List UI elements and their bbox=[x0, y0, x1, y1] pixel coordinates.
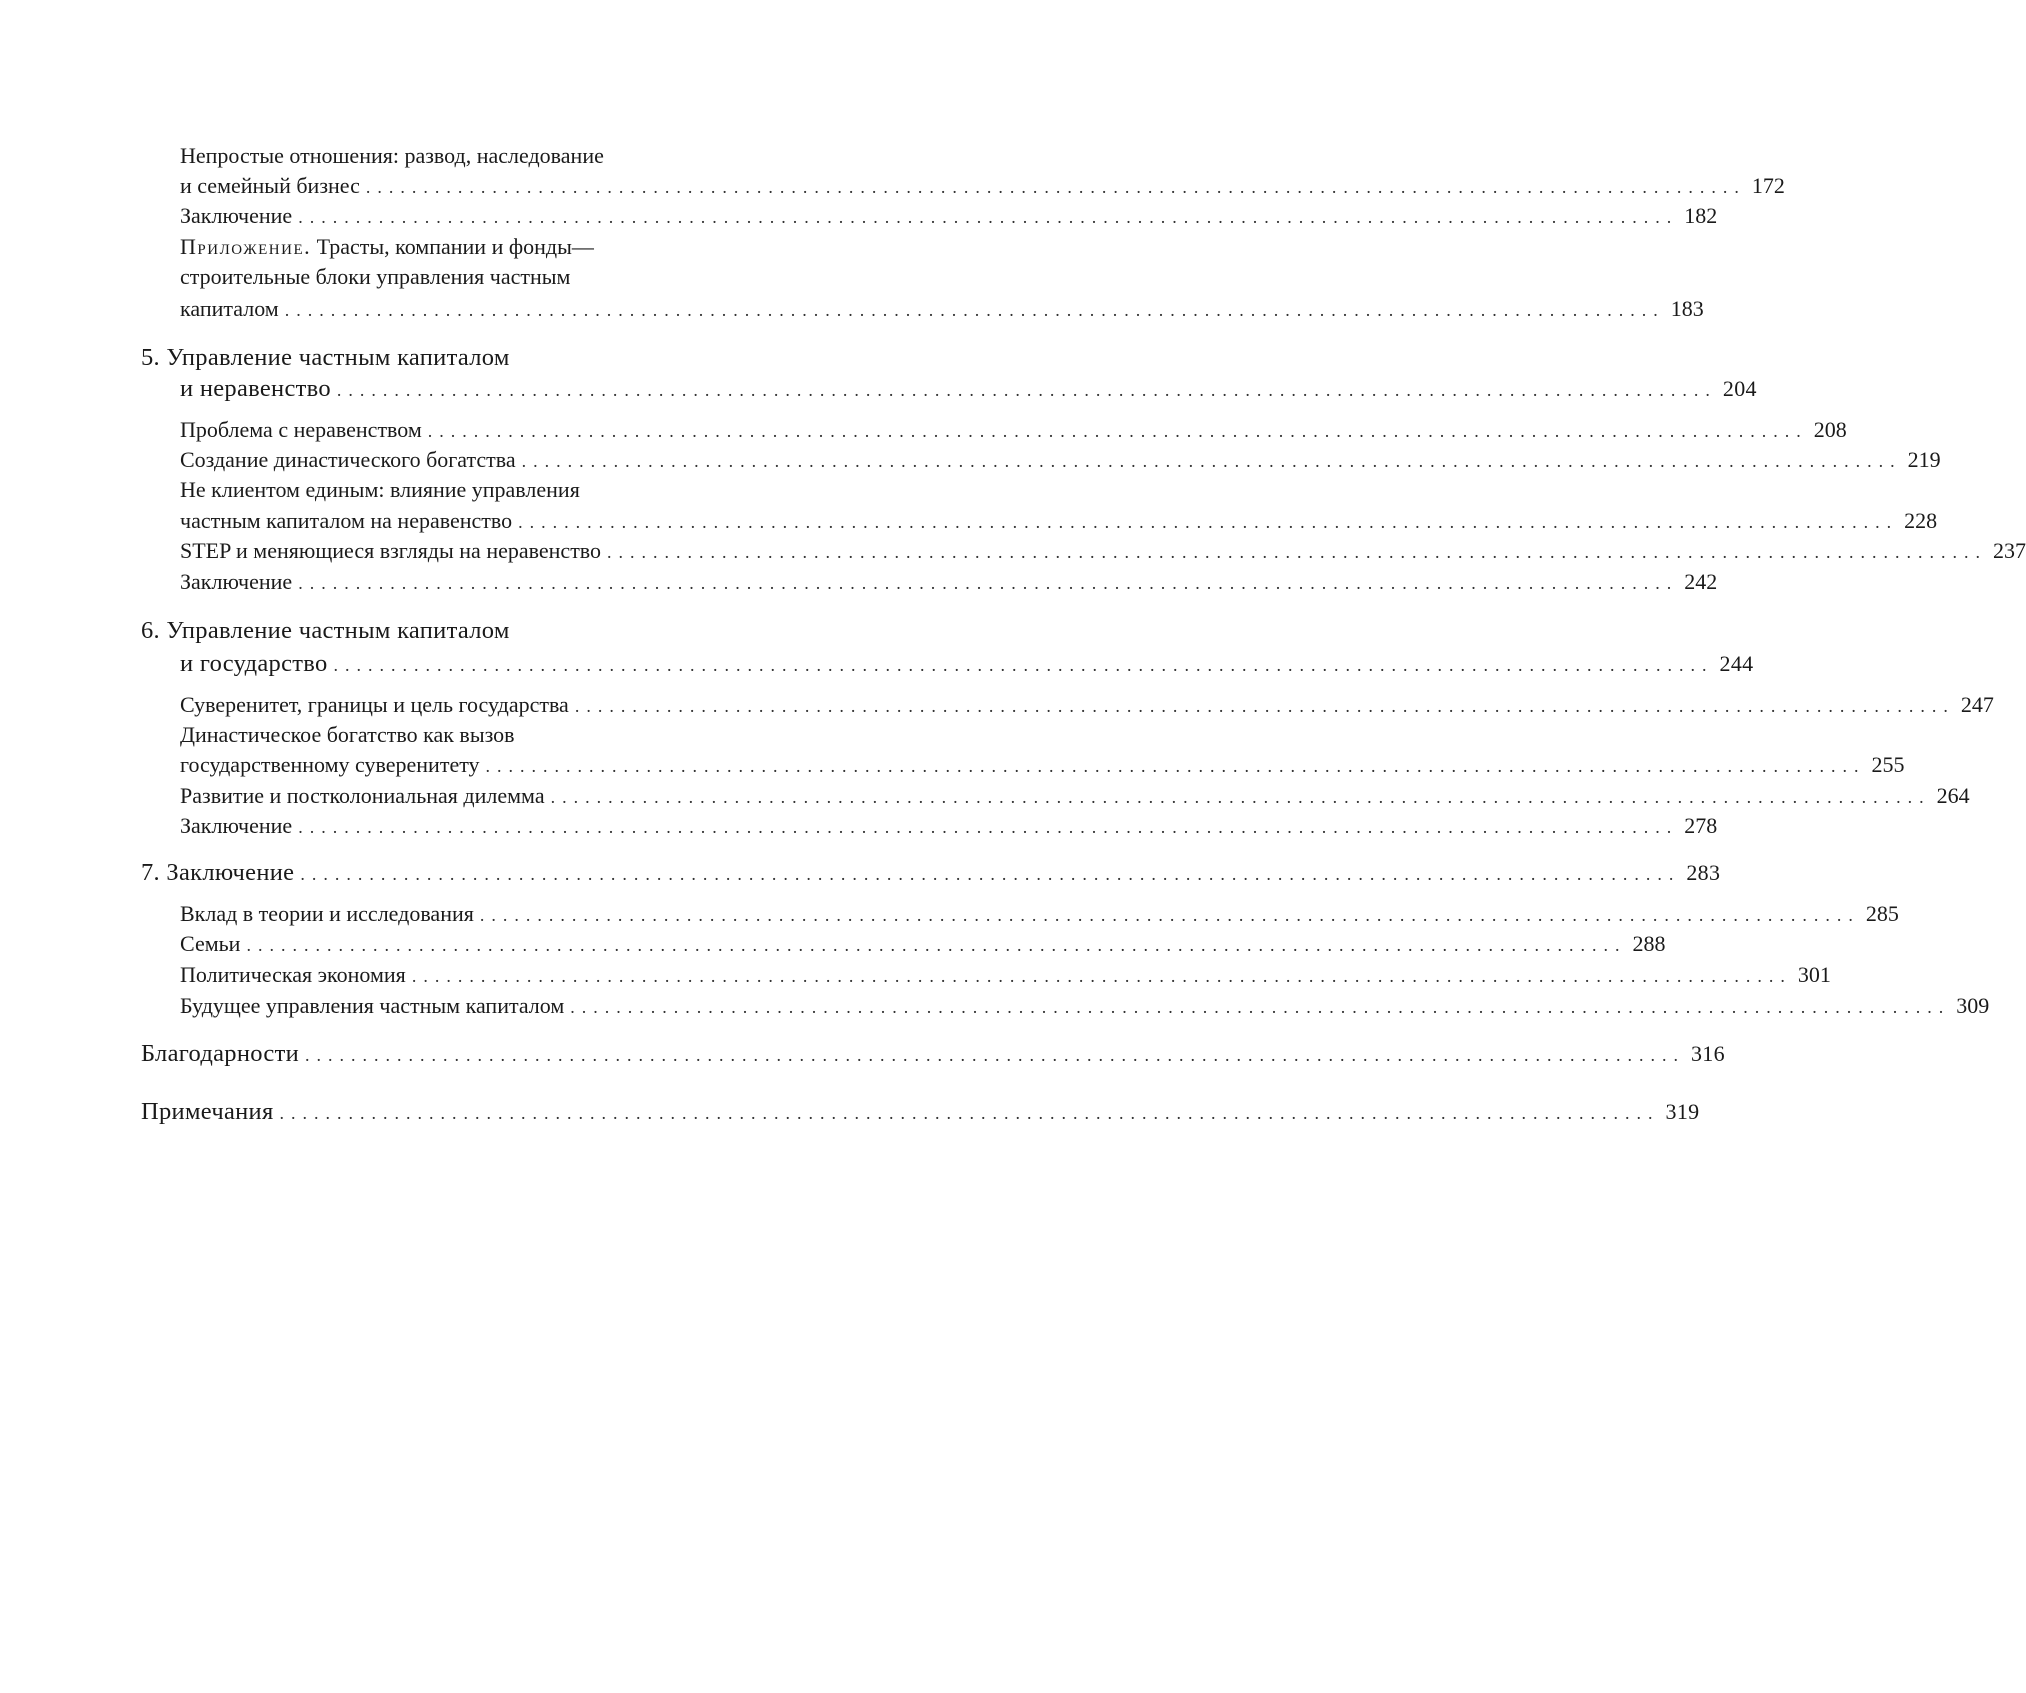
page-number: 255 bbox=[1871, 752, 1905, 777]
toc-chapter-line[interactable] bbox=[141, 1039, 1725, 1069]
page-number: 247 bbox=[1960, 692, 1994, 717]
toc-entry-title: и неравенство bbox=[180, 375, 331, 402]
toc-section-line[interactable] bbox=[180, 781, 1970, 811]
dot-leader: ........................................................................................................................ bbox=[518, 512, 1899, 532]
toc-section-line[interactable] bbox=[180, 415, 1847, 445]
page-number: 219 bbox=[1907, 447, 1941, 472]
toc-entry-title: государственному суверенитету bbox=[180, 752, 480, 777]
toc-entry-title: Развитие и постколониальная дилемма bbox=[180, 783, 545, 808]
toc-section-line[interactable] bbox=[180, 811, 1718, 841]
dot-leader: ........................................................................................................................ bbox=[246, 935, 1627, 955]
dot-leader: ........................................................................................................................ bbox=[284, 300, 1665, 320]
toc-section-line[interactable] bbox=[180, 141, 869, 171]
dot-leader: ........................................................................................................................ bbox=[521, 451, 1902, 471]
toc-section-line[interactable] bbox=[180, 899, 1899, 929]
toc-entry-title: Проблема с неравенством bbox=[180, 417, 422, 442]
toc-entry-title: Не клиентом единым: влияние управления bbox=[180, 477, 580, 502]
toc-section-line[interactable] bbox=[180, 294, 1704, 324]
page-number: 182 bbox=[1684, 203, 1718, 228]
toc-entry-title: Династическое богатство как вызов bbox=[180, 722, 515, 747]
toc-section-line[interactable] bbox=[180, 690, 1994, 720]
dot-leader: ........................................................................................................................ bbox=[298, 573, 1679, 593]
page-number: 242 bbox=[1684, 569, 1718, 594]
toc-entry-title: капиталом bbox=[180, 296, 279, 321]
toc-entry-title-text: Трасты, компании и фонды— bbox=[311, 234, 594, 259]
page-number: 285 bbox=[1865, 901, 1899, 926]
page-number: 283 bbox=[1686, 860, 1721, 885]
toc-section-line[interactable] bbox=[180, 750, 1905, 780]
dot-leader: ........................................................................................................................ bbox=[298, 817, 1679, 837]
page-number: 278 bbox=[1684, 813, 1718, 838]
toc-section-line[interactable] bbox=[180, 929, 1666, 959]
page-number: 316 bbox=[1690, 1041, 1725, 1066]
toc-section-line[interactable] bbox=[180, 720, 869, 750]
toc-entry-title: Суверенитет, границы и цель государства bbox=[180, 692, 569, 717]
toc-section-line[interactable] bbox=[180, 201, 1718, 231]
toc-section-line[interactable] bbox=[180, 475, 869, 505]
toc-section-line[interactable] bbox=[180, 567, 1718, 597]
toc-chapter-line[interactable] bbox=[180, 649, 1754, 679]
toc-chapter-line[interactable] bbox=[141, 343, 869, 373]
dot-leader: ........................................................................................................................ bbox=[336, 380, 1717, 400]
toc-entry-title: Политическая экономия bbox=[180, 962, 406, 987]
toc-entry-title: Вклад в теории и исследования bbox=[180, 901, 474, 926]
dot-leader: ........................................................................................................................ bbox=[279, 1103, 1660, 1123]
toc-section-line[interactable] bbox=[180, 232, 869, 262]
toc-section-line[interactable] bbox=[180, 960, 1831, 990]
dot-leader: ........................................................................................................................ bbox=[333, 655, 1714, 675]
dot-leader: ........................................................................................................................ bbox=[298, 207, 1679, 227]
page-number: 319 bbox=[1665, 1099, 1700, 1124]
dot-leader: ........................................................................................................................ bbox=[479, 905, 1860, 925]
toc-entry-title: Создание династического богатства bbox=[180, 447, 516, 472]
toc-entry-title bbox=[180, 232, 594, 262]
toc-entry-title: Заключение bbox=[180, 203, 293, 228]
toc-section-line[interactable] bbox=[180, 991, 1990, 1021]
toc-entry-title: Заключение bbox=[180, 813, 293, 838]
toc-chapter-line[interactable] bbox=[180, 374, 1757, 404]
toc-entry-title: и государство bbox=[180, 650, 328, 677]
dot-leader: ........................................................................................................................ bbox=[570, 997, 1951, 1017]
toc-entry-title: Примечания bbox=[141, 1098, 274, 1125]
dot-leader: ........................................................................................................................ bbox=[365, 177, 1746, 197]
toc-chapter-line[interactable] bbox=[141, 858, 1721, 888]
toc-entry-title: и семейный бизнес bbox=[180, 173, 360, 198]
page-number: 309 bbox=[1956, 993, 1990, 1018]
dot-leader: ........................................................................................................................ bbox=[411, 966, 1792, 986]
toc-entry-title: STEP и меняющиеся взгляды на неравенство bbox=[180, 538, 602, 563]
toc-entry-title: строительные блоки управления частным bbox=[180, 264, 571, 289]
toc-section-line[interactable] bbox=[180, 445, 1941, 475]
dot-leader: ........................................................................................................................ bbox=[574, 696, 1955, 716]
dot-leader: ........................................................................................................................ bbox=[485, 756, 1866, 776]
page-number: 208 bbox=[1813, 417, 1847, 442]
toc-entry-title: частным капиталом на неравенство bbox=[180, 508, 513, 533]
toc-section-line[interactable] bbox=[180, 536, 2026, 566]
toc-chapter-line[interactable] bbox=[141, 1097, 1700, 1127]
toc-entry-title: 7. Заключение bbox=[141, 859, 295, 886]
page-number: 244 bbox=[1719, 651, 1754, 676]
toc-section-line[interactable] bbox=[180, 262, 869, 292]
toc-chapter-line[interactable] bbox=[141, 616, 869, 646]
dot-leader: ........................................................................................................................ bbox=[607, 542, 1988, 562]
page-number: 264 bbox=[1936, 783, 1970, 808]
toc-entry-title: Заключение bbox=[180, 569, 293, 594]
dot-leader: ........................................................................................................................ bbox=[300, 864, 1681, 884]
dot-leader: ........................................................................................................................ bbox=[550, 787, 1931, 807]
dot-leader: ........................................................................................................................ bbox=[304, 1045, 1685, 1065]
page-number: 301 bbox=[1797, 962, 1831, 987]
dot-leader: ........................................................................................................................ bbox=[427, 421, 1808, 441]
toc-entry-title: Непростые отношения: развод, наследование bbox=[180, 143, 604, 168]
toc-entry-title: Будущее управления частным капиталом bbox=[180, 993, 565, 1018]
toc-entry-title: 6. Управление частным капиталом bbox=[141, 617, 510, 644]
page-number: 228 bbox=[1904, 508, 1938, 533]
toc-section-line[interactable] bbox=[180, 171, 1785, 201]
toc-entry-title: Благодарности bbox=[141, 1040, 299, 1067]
page-number: 172 bbox=[1751, 173, 1785, 198]
toc-entry-title: 5. Управление частным капиталом bbox=[141, 344, 510, 371]
page-number: 183 bbox=[1670, 296, 1704, 321]
page-number: 288 bbox=[1632, 931, 1666, 956]
page-number: 237 bbox=[1993, 538, 2026, 563]
appendix-label: Приложение. bbox=[180, 234, 312, 259]
toc-section-line[interactable] bbox=[180, 506, 1938, 536]
toc-entry-title: Семьи bbox=[180, 931, 241, 956]
page-number: 204 bbox=[1722, 376, 1757, 401]
